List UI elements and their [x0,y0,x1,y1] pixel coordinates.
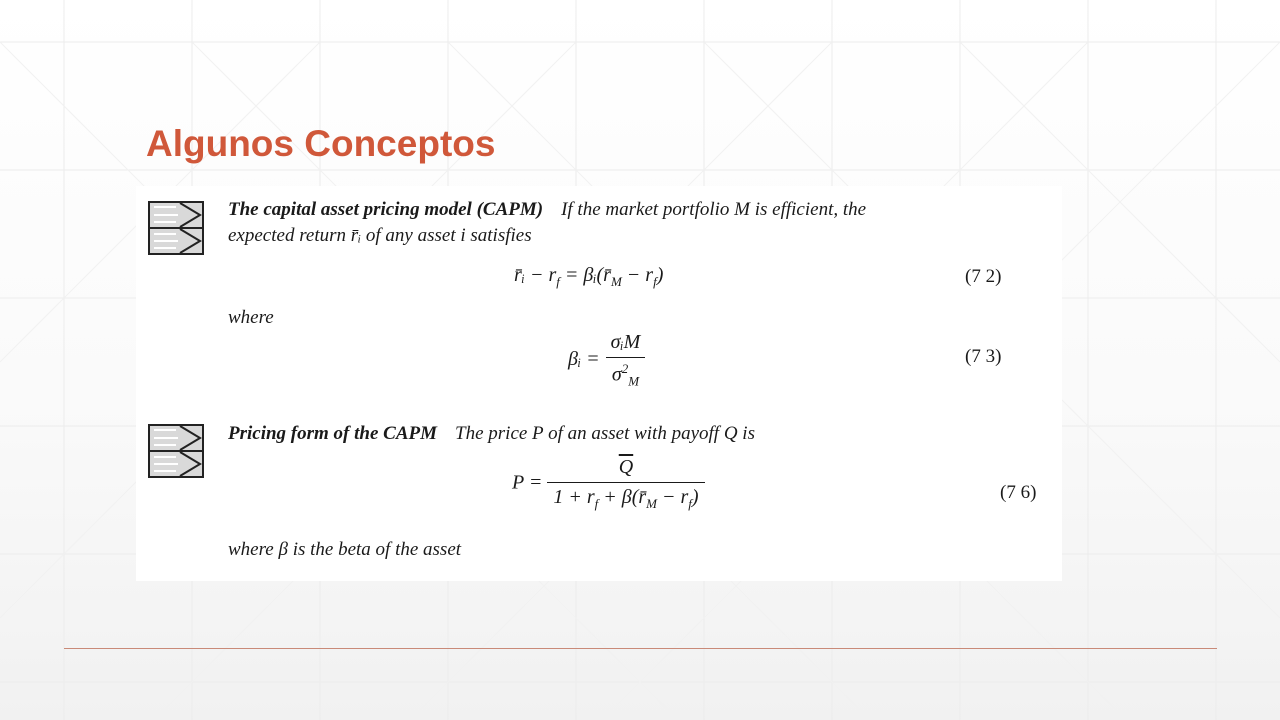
beta-fraction [605,331,647,390]
pricing-intro: The price P of an asset with payoff Q is [455,423,755,444]
pricing-form-block [136,410,1062,581]
beta-denominator: $\sigma^2_M$ [606,357,645,390]
beta-numerator: σᵢM [610,331,641,353]
pricing-equation [512,456,705,512]
eq2-lhs: βᵢ = [568,347,600,370]
footer-divider [64,648,1217,649]
eq1-lhs: r̄ᵢ − r [514,264,557,286]
capm-equation: r̄ᵢ − $r_f$ = $\beta ᵢ(r̄_M - r_f)$ [514,264,664,289]
eq1-rhs: = βᵢ(r̄ [564,264,611,286]
equation-number-7-3: (7 3) [965,346,1002,367]
capm-line-two: expected return r̄ᵢ of any asset i satisfies [228,225,532,246]
beta-equation [568,331,646,390]
eq1-tail: − r [626,264,654,286]
pricing-where: where β is the beta of the asset [228,539,462,560]
pricing-eq-lhs: P = [512,471,543,494]
pricing-numerator: $\overline{Q}$ [618,456,634,478]
equation-number-7-6: (7 6) [1000,482,1037,503]
pricing-fraction [547,456,704,512]
capm-definition-block [136,186,1062,410]
equation-number-7-2: (7 2) [965,266,1002,287]
arrow-panel-icon [148,201,204,255]
capm-where: where [228,307,274,328]
arrow-panel-icon [148,424,204,478]
pricing-denominator: $1 + r_f$ + $\beta(r̄_M - r_f)$ [547,482,704,512]
capm-heading-line [228,198,866,222]
pricing-heading: Pricing form of the CAPM [228,423,438,444]
capm-intro: If the market portfolio M is efficient, the [561,199,867,220]
slide-title: Algunos Conceptos [146,123,496,164]
capm-heading: The capital asset pricing model (CAPM) [228,199,544,220]
pricing-heading-line [228,422,755,446]
